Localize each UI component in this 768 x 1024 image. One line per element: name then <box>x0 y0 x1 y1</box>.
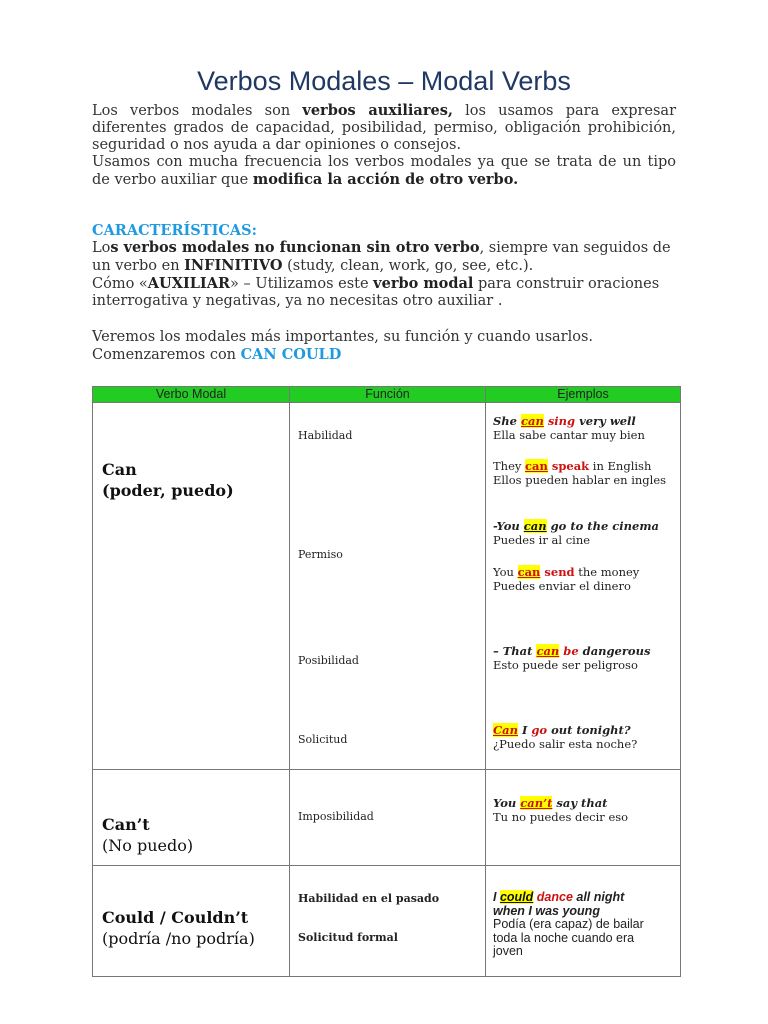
modal-meaning: (No puedo) <box>102 836 194 855</box>
translation-3: joven <box>493 944 523 958</box>
features-section <box>92 222 676 310</box>
verb: speak <box>547 459 590 473</box>
bold-text: verbo modal <box>373 275 474 292</box>
function-habilidad: Habilidad <box>298 429 353 442</box>
header-verbo-modal: Verbo Modal <box>93 387 290 403</box>
verb: send <box>540 565 575 579</box>
text: Comenzaremos con <box>92 347 241 363</box>
translation-1: Podía (era capaz) de bailar <box>493 917 644 931</box>
intro-paragraph <box>92 102 676 189</box>
text: (study, clean, work, go, see, etc.). <box>282 258 534 274</box>
example-3 <box>493 520 659 547</box>
could-label <box>102 907 255 949</box>
verb: go <box>531 723 548 737</box>
cant-highlight: can’t <box>520 796 553 810</box>
can-highlight: can <box>536 644 560 658</box>
cant-label <box>102 814 193 856</box>
could-function-cell <box>290 866 485 976</box>
could-highlight: could <box>499 890 534 904</box>
header-funcion: Función <box>290 387 486 403</box>
translation: Ella sabe cantar muy bien <box>493 427 645 442</box>
t: -You <box>493 519 524 533</box>
can-highlight: can <box>517 565 541 579</box>
modal-name: Could / Couldn’t <box>102 908 249 927</box>
t: dangerous <box>578 644 651 658</box>
t: in English <box>589 459 652 473</box>
can-modal-cell <box>93 403 289 769</box>
modal-name: Can’t <box>102 815 150 834</box>
could-modal-cell <box>93 866 289 976</box>
intro-bold: verbos auxiliares, <box>302 102 453 119</box>
translation: Puedes enviar el dinero <box>493 578 631 593</box>
verb: dance <box>533 890 573 904</box>
example-4 <box>493 566 639 593</box>
text: , siempre van seguidos de un verbo en <box>92 240 671 274</box>
cant-function-cell <box>290 770 485 865</box>
t: You <box>493 565 518 579</box>
modal-verbs-table <box>92 386 681 977</box>
modal-meaning: (podría /no podría) <box>102 929 255 948</box>
t: They <box>493 459 526 473</box>
can-label <box>102 459 234 501</box>
features-heading: CARACTERÍSTICAS: <box>92 222 257 239</box>
example-cant <box>493 797 628 824</box>
modal-meaning: (poder, puedo) <box>102 481 234 500</box>
t: She <box>493 414 521 428</box>
intro-text: Los verbos modales son <box>92 103 303 119</box>
bold-text: s verbos modales no funcionan sin otro verbo <box>110 239 480 256</box>
example-could <box>493 891 644 959</box>
bold-text: AUXILIAR <box>147 275 231 292</box>
example-5 <box>493 645 650 672</box>
table-row-cant <box>93 770 681 866</box>
function-imposibilidad: Imposibilidad <box>298 810 374 823</box>
verb: be <box>559 644 579 658</box>
translation: Tu no puedes decir eso <box>493 809 629 824</box>
intro-bold-2: modifica la acción de otro verbo. <box>252 171 519 188</box>
t: go to the cinema <box>546 519 659 533</box>
t: – That <box>493 644 537 658</box>
translation-2: toda la noche cuando era <box>493 930 635 945</box>
verb: say <box>552 796 578 810</box>
verb: sing <box>543 414 576 428</box>
text: Lo <box>92 240 111 256</box>
outro-line-1: Veremos los modales más importantes, su función y cuando usarlos. <box>92 329 594 345</box>
example-1 <box>493 415 645 442</box>
bold-text: INFINITIVO <box>184 257 283 274</box>
t: out tonight? <box>547 723 631 737</box>
t: You <box>493 796 521 810</box>
function-permiso: Permiso <box>298 548 343 561</box>
table-header-row <box>93 387 681 403</box>
text: » – Utilizamos este <box>230 276 374 292</box>
example-6 <box>493 724 637 751</box>
translation: Esto puede ser peligroso <box>493 657 638 672</box>
can-highlight: Can <box>493 723 518 737</box>
t: that <box>577 796 608 810</box>
features-line-2 <box>92 275 676 310</box>
translation: Puedes ir al cine <box>493 532 591 547</box>
example-2 <box>493 460 666 487</box>
text: Cómo « <box>92 276 148 292</box>
can-could-label: CAN COULD <box>240 346 342 363</box>
t: all night <box>572 890 625 904</box>
function-solicitud-formal: Solicitud formal <box>298 931 398 944</box>
t: very well <box>575 414 636 428</box>
translation: ¿Puedo salir esta noche? <box>493 736 638 751</box>
text: para construir oraciones interrogativa y negativas, ya no necesitas otro auxiliar . <box>92 276 660 309</box>
could-examples-cell <box>486 866 680 976</box>
features-line-1 <box>92 239 676 275</box>
page-title: Verbos Modales – Modal Verbs <box>197 66 571 96</box>
table-row-could <box>93 866 681 977</box>
can-highlight: can <box>525 459 548 473</box>
t: the money <box>574 565 640 579</box>
can-function-cell <box>290 403 485 769</box>
translation: Ellos pueden hablar en ingles <box>493 472 667 487</box>
modal-name: Can <box>102 460 137 479</box>
cant-modal-cell <box>93 770 289 865</box>
function-posibilidad: Posibilidad <box>298 654 359 667</box>
cant-examples-cell <box>486 770 680 865</box>
can-examples-cell <box>486 403 680 769</box>
example-line-2: when I was young <box>493 903 600 918</box>
t: I <box>493 890 500 904</box>
intro-text-2: los usamos para expresar diferentes grados de capacidad, posibilidad, permiso, obligación prohibición, seguridad o nos ayuda a dar opiniones o consejos. <box>92 103 676 153</box>
table-row-can <box>93 403 681 770</box>
can-highlight: can <box>523 519 547 533</box>
t: I <box>517 723 532 737</box>
outro-section <box>92 329 676 364</box>
intro-text-3: Usamos con mucha frecuencia los verbos modales ya que se trata de un tipo de verbo auxiliar que <box>92 154 676 188</box>
function-habilidad-pasado: Habilidad en el pasado <box>298 892 440 905</box>
header-ejemplos: Ejemplos <box>486 387 681 403</box>
outro-line-2 <box>92 346 676 364</box>
can-highlight: can <box>521 414 544 428</box>
function-solicitud: Solicitud <box>298 733 348 746</box>
